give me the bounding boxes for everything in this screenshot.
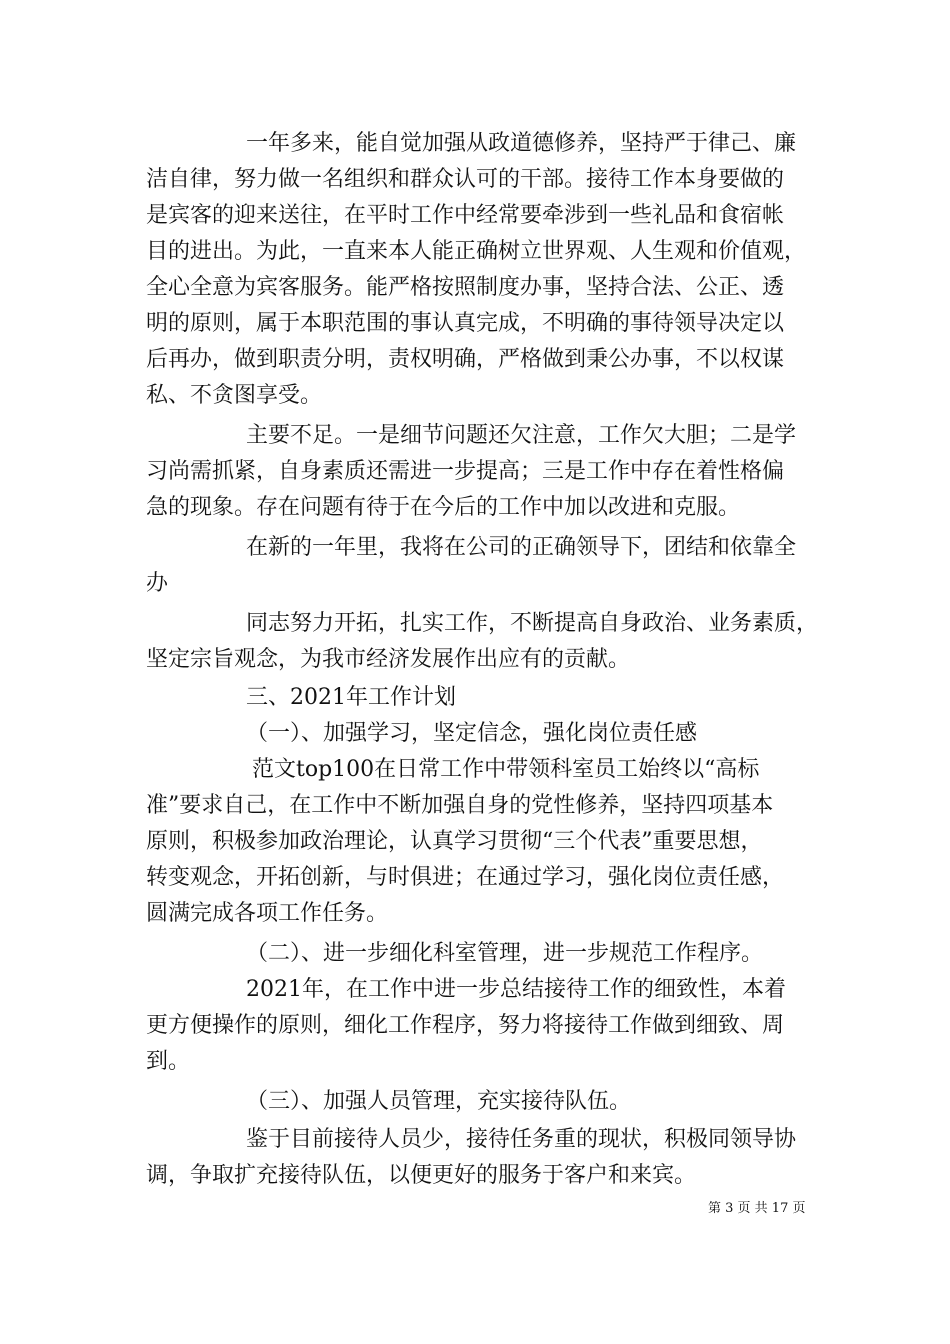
section-heading: 三、2021年工作计划 [246, 685, 456, 710]
text-line: 转变观念，开拓创新，与时俱进；在通过学习，强化岗位责任感， [146, 865, 785, 890]
text-line: 急的现象。存在问题有待于在今后的工作中加以改进和克服。 [146, 495, 741, 520]
text-line: 坚定宗旨观念，为我市经济发展作出应有的贡献。 [146, 647, 631, 672]
text-line: 在新的一年里，我将在公司的正确领导下，团结和依靠全 [246, 535, 797, 560]
text-line: 更方便操作的原则，细化工作程序，努力将接待工作做到细致、周 [146, 1013, 785, 1038]
text-line: 调，争取扩充接待队伍，以便更好的服务于客户和来宾。 [146, 1163, 697, 1188]
text-line: 私、不贪图享受。 [146, 383, 323, 408]
text-line: 圆满完成各项工作任务。 [146, 901, 389, 926]
subsection-heading: （二）、进一步细化科室管理，进一步规范工作程序。 [246, 941, 764, 966]
text-line: 习尚需抓紧，自身素质还需进一步提高；三是工作中存在着性格偏 [146, 459, 785, 484]
text-line: 准”要求自己，在工作中不断加强自身的党性修养，坚持四项基本 [146, 793, 774, 818]
text-line: 目的进出。为此，一直来本人能正确树立世界观、人生观和价值观， [146, 239, 807, 264]
text-line: 原则，积极参加政治理论，认真学习贯彻“三个代表”重要思想， [146, 829, 763, 854]
text-line: 同志努力开拓，扎实工作，不断提高自身政治、业务素质， [246, 611, 819, 636]
subsection-heading: （三）、加强人员管理，充实接待队伍。 [246, 1089, 632, 1114]
text-line: 办 [146, 571, 169, 596]
text-line: 后再办，做到职责分明，责权明确，严格做到秉公办事，不以权谋 [146, 347, 785, 372]
text-line: 范文top100在日常工作中带领科室员工始终以“高标 [252, 757, 760, 782]
text-line: 全心全意为宾客服务。能严格按照制度办事，坚持合法、公正、透 [146, 275, 785, 300]
subsection-heading: （一）、加强学习，坚定信念，强化岗位责任感 [246, 721, 698, 746]
text-line: 是宾客的迎来送往，在平时工作中经常要牵涉到一些礼品和食宿帐 [146, 203, 785, 228]
text-line: 一年多来，能自觉加强从政道德修养，坚持严于律己、廉 [246, 131, 797, 156]
text-line: 2021年，在工作中进一步总结接待工作的细致性，本着 [246, 977, 786, 1002]
page-number: 第 3 页 共 17 页 [708, 1201, 806, 1216]
text-line: 明的原则，属于本职范围的事认真完成，不明确的事待领导决定以 [146, 311, 785, 336]
text-line: 主要不足。一是细节问题还欠注意，工作欠大胆；二是学 [246, 423, 797, 448]
text-line: 洁自律，努力做一名组织和群众认可的干部。接待工作本身要做的 [146, 167, 785, 192]
text-line: 鉴于目前接待人员少，接待任务重的现状，积极同领导协 [246, 1127, 797, 1152]
text-line: 到。 [146, 1049, 191, 1074]
